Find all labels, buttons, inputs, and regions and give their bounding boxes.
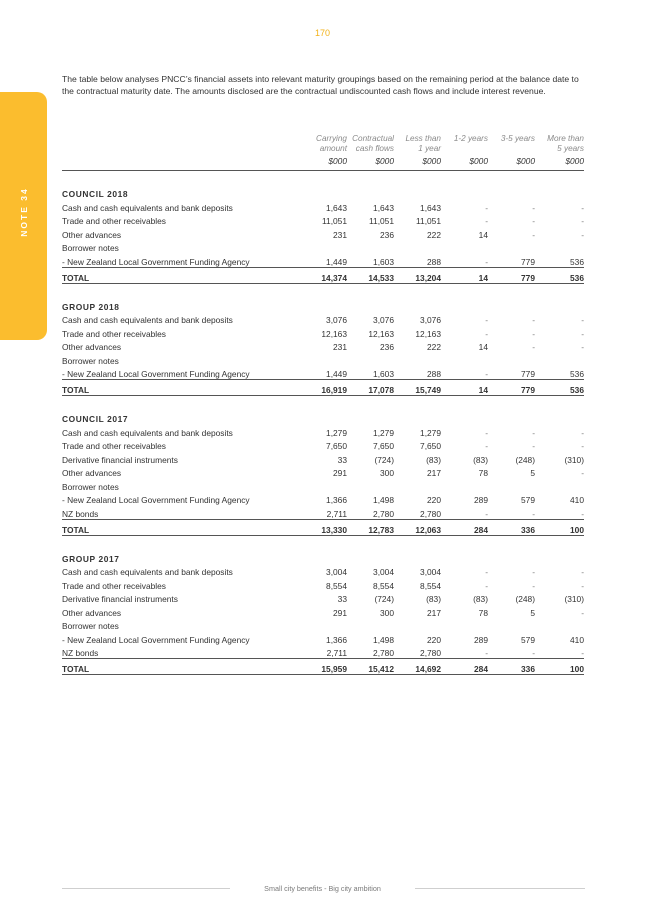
row-label: Cash and cash equivalents and bank deposits [62, 202, 233, 213]
row-value: - [485, 202, 488, 213]
col-header-line2: 5 years [557, 144, 584, 153]
total-row [62, 659, 584, 675]
row-label: Trade and other receivables [62, 328, 166, 339]
row-value [394, 352, 441, 366]
row-value: - [532, 216, 535, 226]
maturity-table [62, 134, 584, 675]
table-row [62, 645, 584, 659]
row-value: 410 [570, 495, 584, 505]
row-value: - [485, 427, 488, 438]
row-value [535, 478, 584, 492]
row-value: - [485, 648, 488, 658]
col-unit: $000 [565, 156, 584, 166]
row-value: 78 [478, 468, 488, 478]
row-value: 2,780 [420, 648, 441, 658]
row-value: 7,650 [420, 441, 441, 451]
table-row [62, 366, 584, 380]
total-label: TOTAL [62, 659, 300, 675]
row-value: - [532, 441, 535, 451]
total-value: 779 [488, 267, 535, 283]
total-value: 14,374 [300, 267, 347, 283]
row-value: (248) [515, 594, 535, 604]
row-value: (248) [515, 454, 535, 465]
page-number: 170 [314, 28, 331, 38]
row-value: 1,449 [326, 369, 347, 379]
row-value [394, 618, 441, 632]
section-title-row [62, 298, 584, 312]
row-value [441, 478, 488, 492]
col-header-line2: cash flows [355, 144, 394, 153]
total-value: 13,330 [300, 519, 347, 535]
row-label: NZ bonds [62, 648, 99, 658]
table-row [62, 465, 584, 479]
total-label: TOTAL [62, 380, 300, 396]
row-value: - [581, 607, 584, 618]
row-value: 2,711 [326, 508, 347, 519]
row-value [300, 240, 347, 254]
total-row [62, 267, 584, 283]
row-value [394, 240, 441, 254]
row-value: - [485, 216, 488, 226]
row-label: - New Zealand Local Government Funding Agency [62, 495, 250, 505]
row-label: - New Zealand Local Government Funding Agency [62, 634, 250, 645]
row-value: 1,498 [373, 634, 394, 645]
row-label: Borrower notes [62, 243, 119, 253]
row-value: 300 [380, 607, 394, 618]
row-value: 78 [478, 607, 488, 618]
total-row [62, 519, 584, 535]
total-row [62, 380, 584, 396]
row-value: 8,554 [326, 580, 347, 591]
row-value: 5 [530, 607, 535, 618]
total-value: 284 [441, 659, 488, 675]
col-unit: $000 [328, 156, 347, 166]
section-title-row [62, 550, 584, 564]
row-value: - [485, 580, 488, 591]
col-header-line1: Less than [405, 134, 441, 143]
total-value: 12,783 [347, 519, 394, 535]
total-value: 16,919 [300, 380, 347, 396]
table-row [62, 505, 584, 519]
row-value: 14 [478, 342, 488, 352]
row-value: - [532, 328, 535, 339]
col-header-line2 [488, 144, 535, 154]
row-value: (83) [426, 454, 441, 465]
row-value: 2,780 [373, 508, 394, 519]
total-value: 336 [488, 659, 535, 675]
section-spacer [62, 171, 584, 186]
table-row [62, 312, 584, 326]
section-spacer [62, 535, 584, 550]
row-value: - [581, 342, 584, 352]
row-value: - [581, 508, 584, 519]
row-value: 33 [337, 454, 347, 465]
row-value: 288 [427, 369, 441, 379]
row-value: 231 [333, 342, 347, 352]
row-value: - [581, 216, 584, 226]
row-value: - [485, 328, 488, 339]
section-title: GROUP 2017 [62, 553, 120, 564]
row-value: 1,279 [326, 427, 347, 438]
row-label: Borrower notes [62, 481, 119, 492]
row-value: - [485, 441, 488, 451]
table-row [62, 226, 584, 240]
row-value: 291 [333, 468, 347, 478]
row-label: Cash and cash equivalents and bank deposits [62, 427, 233, 438]
row-value: 300 [380, 468, 394, 478]
total-label: TOTAL [62, 267, 300, 283]
section-title: GROUP 2018 [62, 301, 120, 312]
section-title: COUNCIL 2017 [62, 414, 129, 424]
row-value: 1,449 [326, 256, 347, 267]
row-value: 8,554 [420, 580, 441, 591]
col-header-line1: 3-5 years [500, 134, 535, 143]
row-value: - [485, 256, 488, 267]
total-value: 536 [535, 380, 584, 396]
row-value: 1,603 [373, 256, 394, 267]
row-value: 1,366 [326, 634, 347, 645]
row-value: 779 [521, 369, 535, 379]
row-label: NZ bonds [62, 508, 99, 519]
total-value: 15,412 [347, 659, 394, 675]
row-value: 779 [521, 256, 535, 267]
header-row-2 [62, 144, 584, 154]
row-label: Trade and other receivables [62, 580, 166, 591]
row-value: - [532, 567, 535, 577]
row-value: 289 [474, 495, 488, 505]
row-value: - [532, 648, 535, 658]
row-value: 1,603 [373, 369, 394, 379]
intro-paragraph: The table below analyses PNCC’s financial assets into relevant maturity groupings based on the remaining period at the balance date to the contractual maturity date. The amounts disclosed are the contractual undiscounted cash flows and include interest revenue. [62, 73, 579, 97]
total-value: 15,749 [394, 380, 441, 396]
row-value: 5 [530, 468, 535, 478]
row-value: (83) [473, 454, 488, 465]
row-value: 1,498 [373, 495, 394, 505]
row-value: 3,004 [326, 567, 347, 577]
row-value: 12,163 [321, 328, 347, 339]
row-value: 11,051 [322, 216, 347, 226]
row-value: - [532, 229, 535, 240]
row-value: - [532, 202, 535, 213]
header-units-row [62, 154, 584, 166]
table-row [62, 631, 584, 645]
row-value: 1,643 [420, 202, 441, 213]
table-row [62, 604, 584, 618]
row-value: 410 [570, 634, 584, 645]
row-value: 3,076 [326, 315, 347, 325]
row-label: Other advances [62, 468, 122, 478]
table-row [62, 577, 584, 591]
total-value: 17,078 [347, 380, 394, 396]
row-label: Trade and other receivables [62, 216, 166, 226]
row-value: 33 [337, 594, 347, 604]
row-value: 536 [570, 369, 584, 379]
row-value: - [532, 342, 535, 352]
row-value [347, 618, 394, 632]
col-unit: $000 [469, 156, 488, 166]
row-label: Cash and cash equivalents and bank deposits [62, 567, 233, 577]
row-value: 1,643 [373, 202, 394, 213]
row-value: 220 [427, 634, 441, 645]
total-value: 336 [488, 519, 535, 535]
total-value: 536 [535, 267, 584, 283]
header-row-1 [62, 134, 584, 144]
table-row [62, 339, 584, 353]
row-value: 579 [521, 634, 535, 645]
total-value: 13,204 [394, 267, 441, 283]
row-value [488, 618, 535, 632]
row-value: 1,279 [373, 427, 394, 438]
row-value: (83) [473, 594, 488, 604]
row-value: (310) [564, 454, 584, 465]
row-value [488, 352, 535, 366]
total-value: 284 [441, 519, 488, 535]
col-header-line2: amount [319, 144, 347, 153]
section-spacer [62, 396, 584, 411]
row-value [347, 352, 394, 366]
total-value: 14 [441, 267, 488, 283]
section-title-row [62, 410, 584, 424]
row-value [441, 352, 488, 366]
row-value: 1,279 [420, 427, 441, 438]
row-value: 288 [427, 256, 441, 267]
row-value: - [532, 315, 535, 325]
footer-text: Small city benefits - Big city ambition [264, 884, 381, 893]
row-value: 3,004 [420, 567, 441, 577]
row-value [488, 240, 535, 254]
section-title: COUNCIL 2018 [62, 189, 129, 199]
row-value: - [581, 580, 584, 591]
row-value: 2,780 [373, 648, 394, 658]
row-value [347, 240, 394, 254]
total-value: 12,063 [394, 519, 441, 535]
total-value: 100 [535, 519, 584, 535]
row-value [441, 240, 488, 254]
row-value: 1,643 [326, 202, 347, 213]
row-value: - [581, 567, 584, 577]
col-unit: $000 [422, 156, 441, 166]
row-value: (83) [426, 594, 441, 604]
row-value: - [532, 427, 535, 438]
row-value: - [581, 229, 584, 240]
col-header-line2: 1 year [418, 144, 441, 153]
row-value: - [581, 328, 584, 339]
row-value: - [581, 315, 584, 325]
row-value: 8,554 [373, 580, 394, 591]
row-value [441, 618, 488, 632]
row-label: Other advances [62, 607, 122, 618]
row-value: - [485, 369, 488, 379]
row-value [300, 352, 347, 366]
row-value: - [581, 648, 584, 658]
row-value: - [581, 468, 584, 478]
row-value: 7,650 [326, 441, 347, 451]
row-label: - New Zealand Local Government Funding Agency [62, 369, 250, 379]
row-value: 3,076 [373, 315, 394, 325]
col-header-line2 [441, 144, 488, 154]
table-row [62, 424, 584, 438]
col-header-line1: Contractual [352, 134, 394, 143]
col-header-line1: More than [547, 134, 584, 143]
row-value: 12,163 [368, 328, 394, 339]
row-value [488, 478, 535, 492]
section-title-row [62, 185, 584, 199]
total-value: 779 [488, 380, 535, 396]
col-header-line1: 1-2 years [453, 134, 488, 143]
table-row [62, 352, 584, 366]
row-value [300, 478, 347, 492]
table-row [62, 492, 584, 506]
row-label: Trade and other receivables [62, 441, 166, 451]
table-row [62, 199, 584, 213]
row-value [535, 352, 584, 366]
row-value: 231 [333, 229, 347, 240]
row-value [535, 240, 584, 254]
row-value: (724) [374, 454, 394, 465]
row-value: 7,650 [373, 441, 394, 451]
row-value: 14 [478, 229, 488, 240]
total-value: 14 [441, 380, 488, 396]
total-label: TOTAL [62, 519, 300, 535]
row-value: 3,076 [420, 315, 441, 325]
total-value: 15,959 [300, 659, 347, 675]
row-value: - [581, 427, 584, 438]
row-value: 289 [474, 634, 488, 645]
row-value: - [581, 202, 584, 213]
row-label: Derivative financial instruments [62, 594, 178, 604]
row-label: Cash and cash equivalents and bank deposits [62, 315, 233, 325]
table-row [62, 325, 584, 339]
section-spacer [62, 283, 584, 298]
row-value: 236 [380, 229, 394, 240]
row-value [300, 618, 347, 632]
row-value: 222 [427, 342, 441, 352]
table-row [62, 591, 584, 605]
row-value: 11,051 [416, 216, 441, 226]
row-value: 220 [427, 495, 441, 505]
col-header-line1: Carrying [316, 134, 347, 143]
row-value: (724) [374, 594, 394, 604]
table-row [62, 564, 584, 578]
row-value: 579 [521, 495, 535, 505]
footer-rule-right [415, 888, 585, 889]
row-label: - New Zealand Local Government Funding Agency [62, 256, 250, 267]
row-value: - [485, 315, 488, 325]
row-label: Other advances [62, 342, 122, 352]
row-value: 217 [427, 468, 441, 478]
row-value: 11,051 [369, 216, 394, 226]
row-value: 1,366 [326, 495, 347, 505]
row-value: 2,711 [326, 648, 347, 658]
row-label: Derivative financial instruments [62, 454, 178, 465]
row-label: Other advances [62, 229, 122, 240]
table-row [62, 253, 584, 267]
table-row [62, 478, 584, 492]
row-value [394, 478, 441, 492]
row-value: 291 [333, 607, 347, 618]
row-label: Borrower notes [62, 355, 119, 366]
table-row [62, 438, 584, 452]
total-value: 14,692 [394, 659, 441, 675]
row-value: 236 [380, 342, 394, 352]
row-value: - [485, 508, 488, 519]
row-value: 217 [427, 607, 441, 618]
col-unit: $000 [375, 156, 394, 166]
row-value [347, 478, 394, 492]
table-body [62, 171, 584, 675]
row-value: 3,004 [373, 567, 394, 577]
row-value: 12,163 [415, 328, 441, 339]
table-row [62, 451, 584, 465]
row-value: - [532, 508, 535, 519]
row-value: - [485, 567, 488, 577]
row-value: - [532, 580, 535, 591]
row-value: 536 [570, 256, 584, 267]
table-row [62, 213, 584, 227]
side-tab-label: NOTE 34 [19, 187, 29, 237]
row-label: Borrower notes [62, 621, 119, 631]
table-row [62, 618, 584, 632]
row-value: 222 [427, 229, 441, 240]
row-value [535, 618, 584, 632]
row-value: 2,780 [420, 508, 441, 519]
total-value: 14,533 [347, 267, 394, 283]
col-unit: $000 [516, 156, 535, 166]
table-row [62, 240, 584, 254]
row-value: - [581, 441, 584, 451]
total-value: 100 [535, 659, 584, 675]
row-value: (310) [564, 594, 584, 604]
